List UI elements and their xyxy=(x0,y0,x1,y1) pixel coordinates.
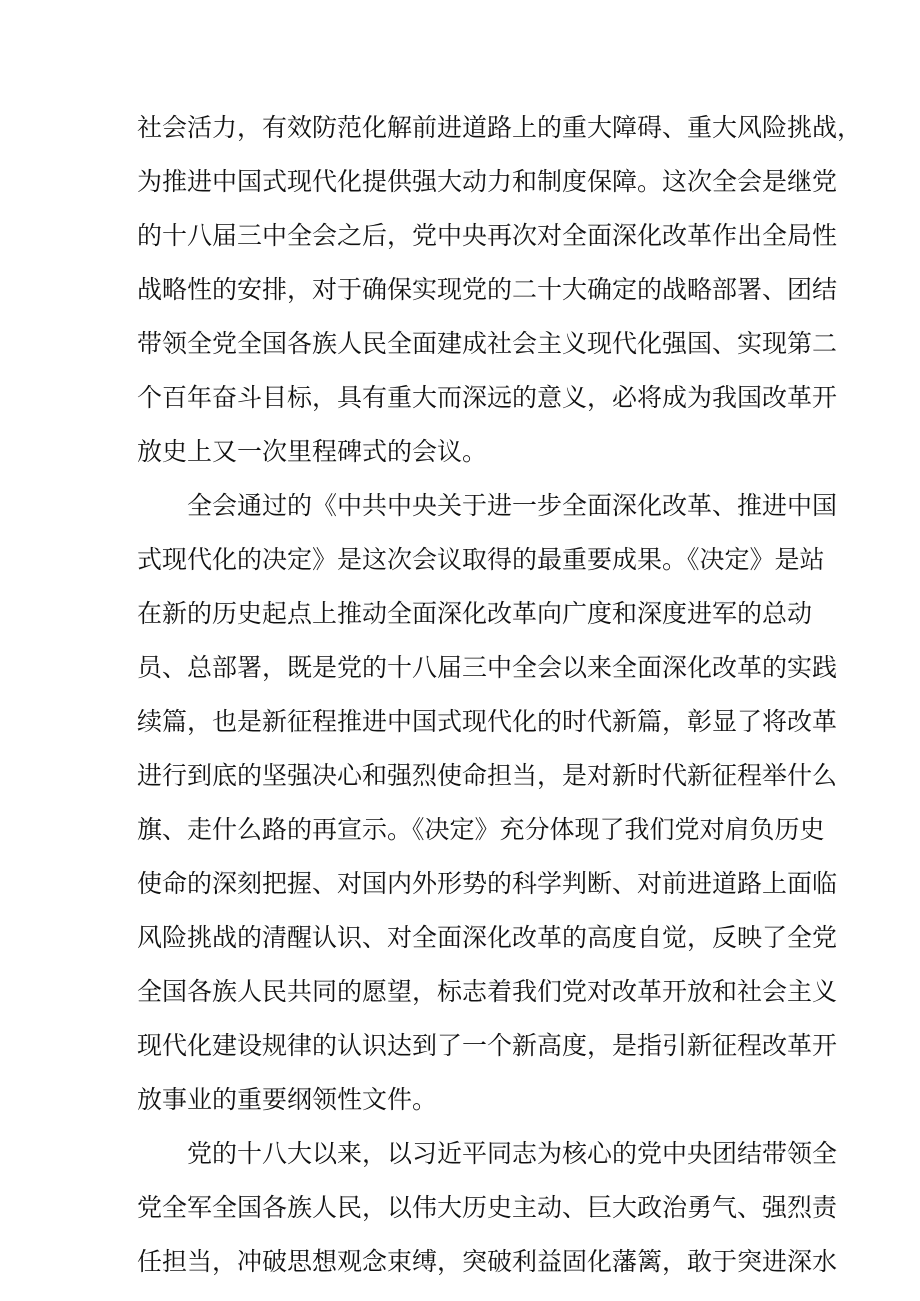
text-line: 放事业的重要纲领性文件。 xyxy=(137,1085,438,1114)
text-line: 现代化建设规律的认识达到了一个新高度，是指引新征程改革开 xyxy=(137,1031,838,1060)
text-line: 全国各族人民共同的愿望，标志着我们党对改革开放和社会主义 xyxy=(137,977,838,1006)
text-line: 为推进中国式现代化提供强大动力和制度保障。这次全会是继党 xyxy=(137,167,838,196)
text-line: 个百年奋斗目标，具有重大而深远的意义，必将成为我国改革开 xyxy=(137,383,838,412)
text-line: 进行到底的坚强决心和强烈使命担当，是对新时代新征程举什么 xyxy=(137,761,838,790)
text-line: 带领全党全国各族人民全面建成社会主义现代化强国、实现第二 xyxy=(137,329,838,358)
text-line: 在新的历史起点上推动全面深化改革向广度和深度进军的总动 xyxy=(137,599,813,628)
text-line: 的十八届三中全会之后，党中央再次对全面深化改革作出全局性 xyxy=(137,221,838,250)
text-line: 战略性的安排，对于确保实现党的二十大确定的战略部署、团结 xyxy=(137,275,838,304)
text-line: 风险挑战的清醒认识、对全面深化改革的高度自觉，反映了全党 xyxy=(137,923,838,952)
text-line: 放史上又一次里程碑式的会议。 xyxy=(137,437,488,466)
text-line: 社会活力，有效防范化解前进道路上的重大障碍、重大风险挑战， xyxy=(137,113,863,142)
text-line: 式现代化的决定》是这次会议取得的最重要成果。《决定》是站 xyxy=(137,545,825,574)
paragraph-first-line: 党的十八大以来，以习近平同志为核心的党中央团结带领全 xyxy=(187,1139,838,1168)
text-line: 旗、走什么路的再宣示。《决定》充分体现了我们党对肩负历史 xyxy=(137,815,825,844)
text-line: 续篇，也是新征程推进中国式现代化的时代新篇，彰显了将改革 xyxy=(137,707,838,736)
text-line: 使命的深刻把握、对国内外形势的科学判断、对前进道路上面临 xyxy=(137,869,838,898)
text-line: 员、总部署，既是党的十八届三中全会以来全面深化改革的实践 xyxy=(137,653,838,682)
paragraph-first-line: 全会通过的《中共中央关于进一步全面深化改革、推进中国 xyxy=(187,491,838,520)
text-line: 任担当，冲破思想观念束缚，突破利益固化藩篱，敢于突进深水 xyxy=(137,1247,838,1276)
text-line: 党全军全国各族人民，以伟大历史主动、巨大政治勇气、强烈责 xyxy=(137,1193,838,1222)
